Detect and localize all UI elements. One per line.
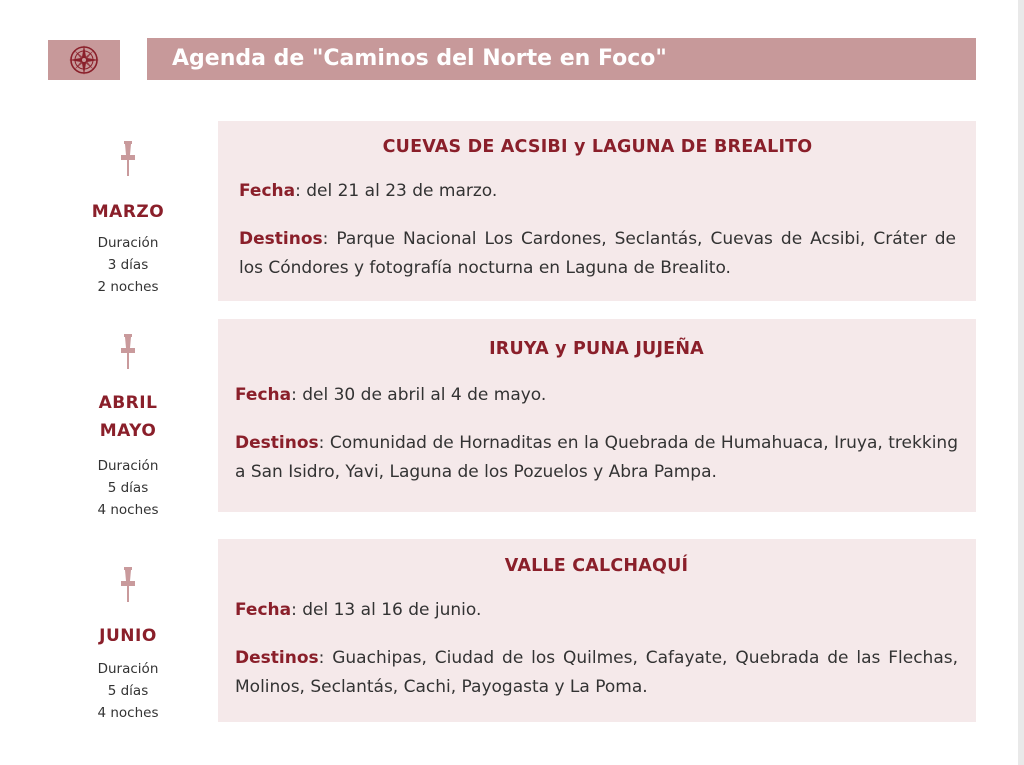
month-column-junio: [72, 566, 184, 724]
month-label: MARZO: [91, 202, 165, 222]
event-title: IRUYA y PUNA JUJEÑA: [489, 339, 704, 359]
date-text: : del 30 de abril al 4 de mayo.: [291, 385, 547, 405]
date-label: Fecha: [235, 600, 292, 620]
month-label: ABRIL: [98, 393, 158, 413]
duration-label: Duración: [97, 235, 159, 251]
page-edge: [1018, 0, 1024, 765]
duration-nights: 4 noches: [97, 502, 159, 518]
event-destinations: [235, 644, 958, 702]
duration-nights: 4 noches: [97, 705, 159, 721]
duration-label: Duración: [97, 661, 159, 677]
pushpin-icon: [118, 333, 138, 371]
logo: [48, 40, 120, 80]
page-title: Agenda de "Caminos del Norte en Foco": [172, 46, 667, 71]
duration-days: 3 días: [107, 257, 149, 273]
destinations-text: : Guachipas, Ciudad de los Quilmes, Cafayate, Quebrada de las Flechas, Molinos, Seclantás, Cachi, Payogasta y La Poma.: [235, 648, 958, 697]
duration-days: 5 días: [107, 683, 149, 699]
event-destinations: [235, 429, 958, 487]
destinations-text: : Comunidad de Hornaditas en la Quebrada de Humahuaca, Iruya, trekking a San Isidro, Yavi, Laguna de los Pozuelos y Abra Pampa.: [235, 433, 958, 482]
duration-nights: 2 noches: [97, 279, 159, 295]
title-bar: [147, 38, 976, 80]
event-card-3: [218, 539, 976, 722]
pushpin-icon: [118, 140, 138, 178]
compass-rose-icon: [67, 43, 101, 77]
event-card-2: [218, 319, 976, 512]
date-text: : del 13 al 16 de junio.: [291, 600, 482, 620]
month-column-abril-mayo: [72, 333, 184, 521]
destinations-text: : Parque Nacional Los Cardones, Seclantás, Cuevas de Acsibi, Cráter de los Cóndores y fotografía nocturna en Laguna de Brealito.: [239, 229, 956, 278]
destinations-label: Destinos: [235, 433, 319, 453]
date-label: Fecha: [235, 385, 292, 405]
event-date: [235, 596, 958, 625]
month-label: MAYO: [99, 421, 157, 441]
duration-label: Duración: [97, 458, 159, 474]
event-card-1: [218, 121, 976, 301]
event-date: [235, 381, 958, 410]
event-date: [239, 177, 956, 206]
month-column-marzo: [72, 140, 184, 298]
date-label: Fecha: [239, 181, 296, 201]
date-text: : del 21 al 23 de marzo.: [295, 181, 498, 201]
month-label: JUNIO: [99, 626, 157, 646]
destinations-label: Destinos: [239, 229, 323, 249]
duration-days: 5 días: [107, 480, 149, 496]
destinations-label: Destinos: [235, 648, 319, 668]
event-destinations: [239, 225, 956, 283]
pushpin-icon: [118, 566, 138, 604]
event-title: CUEVAS DE ACSIBI y LAGUNA DE BREALITO: [382, 137, 813, 157]
event-title: VALLE CALCHAQUÍ: [504, 556, 689, 576]
